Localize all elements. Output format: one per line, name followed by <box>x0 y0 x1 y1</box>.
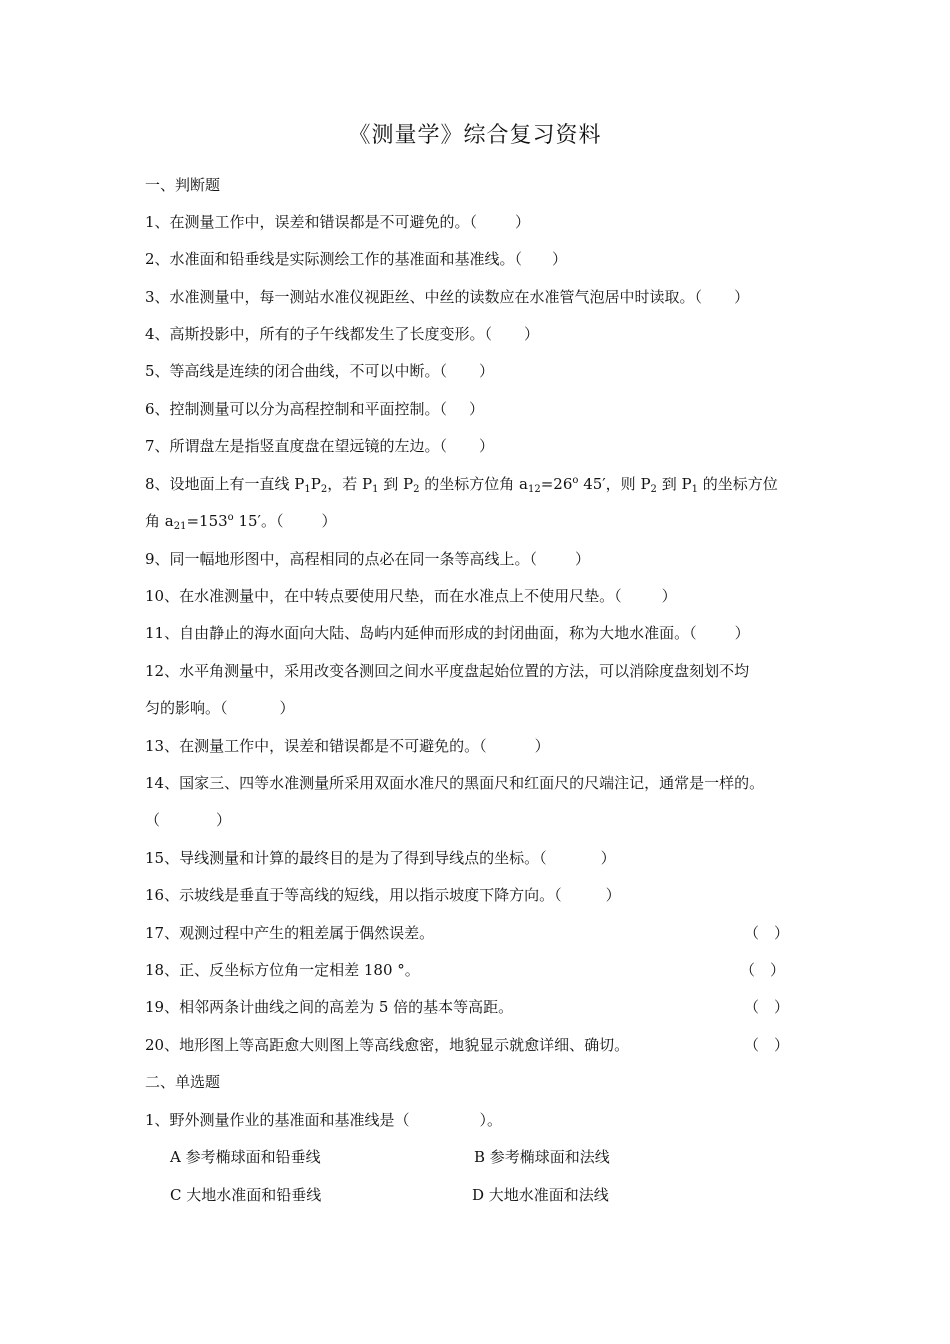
question-19: 19、相邻两条计曲线之间的高差为 5 倍的基本等高距。 <box>145 998 514 1016</box>
question-3: 3、水准测量中，每一测站水准仪视距丝、中丝的读数应在水准管气泡居中时读取。（ ） <box>145 288 750 306</box>
document-title: 《测量学》综合复习资料 <box>348 123 602 148</box>
question-20: 20、地形图上等高距愈大则图上等高线愈密，地貌显示就愈详细、确切。 <box>145 1036 630 1054</box>
question-7: 7、所谓盘左是指竖直度盘在望远镜的左边。（ ） <box>145 437 495 455</box>
question-20-answer-paren: （ ） <box>744 1036 790 1054</box>
section-heading-true-false: 一、判断题 <box>145 176 221 194</box>
question-14-line-1: 14、国家三、四等水准测量所采用双面水准尺的黑面尺和红面尺的尺端注记，通常是一样的。 <box>145 774 765 792</box>
question-11: 11、自由静止的海水面向大陆、岛屿内延伸而形成的封闭曲面，称为大地水准面。（ ） <box>145 624 750 642</box>
option-a: A 参考椭球面和铅垂线 <box>170 1148 321 1166</box>
option-d: D 大地水准面和法线 <box>472 1186 609 1204</box>
question-2: 2、水准面和铅垂线是实际测绘工作的基准面和基准线。（ ） <box>145 250 568 268</box>
question-16: 16、示坡线是垂直于等高线的短线，用以指示坡度下降方向。（ ） <box>145 886 621 904</box>
option-c: C 大地水准面和铅垂线 <box>170 1186 322 1204</box>
question-14-line-2: （ ） <box>145 811 232 829</box>
option-b: B 参考椭球面和法线 <box>474 1148 610 1166</box>
question-18: 18、正、反坐标方位角一定相差 180 °。 <box>145 961 420 979</box>
question-6: 6、控制测量可以分为高程控制和平面控制。（ ） <box>145 400 485 418</box>
question-17: 17、观测过程中产生的粗差属于偶然误差。 <box>145 924 435 942</box>
question-12-line-2: 匀的影响。（ ） <box>145 699 295 717</box>
question-17-answer-paren: （ ） <box>744 924 790 942</box>
question-8-line-2: 角 $a_{21}=153^o$ 15′。（ ） <box>145 512 337 532</box>
section-heading-single-choice: 二、单选题 <box>145 1073 221 1091</box>
mc-question-1: 1、野外测量作业的基准面和基准线是（ ）。 <box>145 1111 503 1129</box>
question-13: 13、在测量工作中，误差和错误都是不可避免的。（ ） <box>145 737 550 755</box>
question-8-line-1: 8、设地面上有一直线 $P_1P_2$，若 $P_1$ 到 $P_2$ 的坐标方位角 $a_{12}=26^o$ 45′，则 $P_2$ 到 $P_1$ 的坐标方位 <box>145 475 778 495</box>
question-9: 9、同一幅地形图中，高程相同的点必在同一条等高线上。（ ） <box>145 550 591 568</box>
question-1: 1、在测量工作中，误差和错误都是不可避免的。（ ） <box>145 213 531 231</box>
question-4: 4、高斯投影中，所有的子午线都发生了长度变形。（ ） <box>145 325 540 343</box>
question-10: 10、在水准测量中，在中转点要使用尺垫，而在水准点上不使用尺垫。（ ） <box>145 587 677 605</box>
question-15: 15、导线测量和计算的最终目的是为了得到导线点的坐标。（ ） <box>145 849 616 867</box>
question-12-line-1: 12、水平角测量中，采用改变各测回之间水平度盘起始位置的方法，可以消除度盘刻划不均 <box>145 662 750 680</box>
question-18-answer-paren: （ ） <box>740 961 786 979</box>
question-19-answer-paren: （ ） <box>744 998 790 1016</box>
question-5: 5、等高线是连续的闭合曲线，不可以中断。（ ） <box>145 362 495 380</box>
